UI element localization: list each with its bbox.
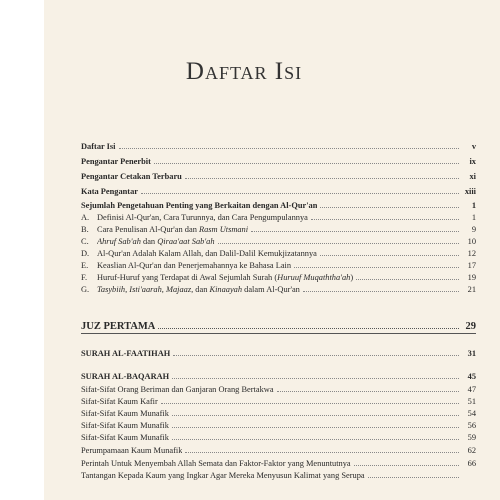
toc-entry-page: 45: [467, 372, 476, 381]
toc-entry[interactable]: [81, 186, 476, 198]
page-title: Daftar Isi: [185, 58, 303, 85]
toc-entry-page: 66: [467, 459, 476, 468]
toc-entry[interactable]: [81, 171, 476, 183]
toc-entry-page: 17: [467, 261, 476, 270]
toc-entry-letter: E.: [81, 261, 89, 270]
toc-entry-page: 9: [471, 225, 476, 234]
toc-entry-title: Tasybiih, Isti'aarah, Majaaz, dan Kinaayah dalam Al-Qur'an: [97, 285, 300, 294]
toc-entry-title: Pengantar Cetakan Terbaru: [81, 172, 182, 181]
toc-entry-title: Pengantar Penerbit: [81, 157, 151, 166]
dot-leader: [368, 477, 459, 478]
toc-entry-page: 54: [467, 409, 476, 418]
toc-entry-letter: C.: [81, 237, 89, 246]
toc-entry[interactable]: [81, 200, 476, 212]
dot-leader: [185, 178, 459, 179]
dot-leader: [320, 255, 459, 256]
toc-entry-page: 31: [467, 349, 476, 358]
toc-entry-letter: D.: [81, 249, 90, 258]
dot-leader: [311, 219, 459, 220]
toc-entry-page: xiii: [464, 187, 476, 196]
dot-leader: [294, 267, 459, 268]
toc-entry[interactable]: [81, 396, 476, 408]
toc-entry-title: Sifat-Sifat Orang Beriman dan Ganjaran Orang Bertakwa: [81, 385, 274, 394]
toc-entry-page: v: [471, 142, 476, 151]
toc-entry-title: Huruf-Huruf yang Terdapat di Awal Sejumlah Surah (Huruuf Muqaththa'ah): [97, 273, 354, 282]
dot-leader: [277, 391, 459, 392]
dot-leader: [172, 415, 459, 416]
toc-entry-page: 12: [467, 249, 476, 258]
toc-entry-page: 59: [467, 433, 476, 442]
toc-entry[interactable]: [81, 371, 476, 383]
toc-entry-title: Definisi Al-Qur'an, Cara Turunnya, dan Cara Pengumpulannya: [97, 213, 308, 222]
dot-leader: [172, 439, 459, 440]
toc-entry-page: 10: [467, 237, 476, 246]
dot-leader: [172, 378, 459, 379]
toc-entry-title: JUZ PERTAMA: [81, 321, 156, 332]
toc-entry-title: Sifat-Sifat Kaum Kafir: [81, 397, 158, 406]
toc-entry[interactable]: [81, 212, 476, 224]
toc-entry-page: 51: [467, 397, 476, 406]
dot-leader: [185, 452, 459, 453]
toc-entry[interactable]: [81, 260, 476, 272]
toc-entry[interactable]: [81, 408, 476, 420]
toc-entry-title: SURAH AL-BAQARAH: [81, 372, 170, 381]
toc-entry[interactable]: [81, 141, 476, 153]
dot-leader: [141, 193, 459, 194]
dot-leader: [158, 328, 459, 329]
dot-leader: [173, 355, 459, 356]
toc-entry-title: Sifat-Sifat Kaum Munafik: [81, 433, 169, 442]
toc-entry-page: 47: [467, 385, 476, 394]
dot-leader: [172, 427, 459, 428]
toc-entry[interactable]: [81, 156, 476, 168]
toc-entry[interactable]: [81, 248, 476, 260]
toc-entry-page: xi: [469, 172, 476, 181]
toc-entry-page: 29: [465, 321, 476, 332]
toc-entry-page: 21: [467, 285, 476, 294]
toc-entry[interactable]: [81, 272, 476, 284]
toc-entry-letter: G.: [81, 285, 90, 294]
dot-leader: [303, 291, 459, 292]
toc-entry-page: ix: [469, 157, 476, 166]
toc-entry-title: Sifat-Sifat Kaum Munafik: [81, 421, 169, 430]
toc-entry[interactable]: [81, 470, 476, 482]
toc-entry[interactable]: [81, 321, 476, 334]
toc-entry-title: Al-Qur'an Adalah Kalam Allah, dan Dalil-Dalil Kemukjizatannya: [97, 249, 317, 258]
toc-entry[interactable]: [81, 384, 476, 396]
toc-entry-title: Cara Penulisan Al-Qur'an dan Rasm Utsmani: [97, 225, 249, 234]
dot-leader: [154, 163, 459, 164]
toc-entry-title: Perumpamaan Kaum Munafik: [81, 446, 183, 455]
toc-entry[interactable]: [81, 284, 476, 296]
toc-entry-title: Daftar Isi: [81, 142, 116, 151]
toc-entry-letter: B.: [81, 225, 89, 234]
dot-leader: [354, 465, 459, 466]
dot-leader: [356, 279, 459, 280]
toc-entry-title: Kata Pengantar: [81, 187, 138, 196]
toc-entry[interactable]: [81, 432, 476, 444]
toc-entry-title: Sejumlah Pengetahuan Penting yang Berkaitan dengan Al-Qur'an: [81, 201, 318, 210]
toc-entry-title: Tantangan Kepada Kaum yang Ingkar Agar Mereka Menyusun Kalimat yang Serupa: [81, 471, 365, 480]
toc-entry-page: 62: [467, 446, 476, 455]
dot-leader: [218, 243, 459, 244]
toc-entry[interactable]: [81, 236, 476, 248]
toc-entry[interactable]: [81, 348, 476, 360]
toc-entry[interactable]: [81, 420, 476, 432]
toc-entry[interactable]: [81, 458, 476, 470]
toc-entry-title: Ahruf Sab'ah dan Qiraa'aat Sab'ah: [97, 237, 215, 246]
toc-entry[interactable]: [81, 445, 476, 457]
toc-entry-title: Sifat-Sifat Kaum Munafik: [81, 409, 169, 418]
dot-leader: [320, 207, 459, 208]
toc-entry-title: Perintah Untuk Menyembah Allah Semata dan Faktor-Faktor yang Menuntutnya: [81, 459, 351, 468]
toc-entry-page: 1: [471, 213, 476, 222]
book-page: [44, 0, 500, 500]
dot-leader: [119, 148, 459, 149]
toc-entry-title: SURAH AL-FAATIHAH: [81, 349, 171, 358]
toc-entry-page: 19: [467, 273, 476, 282]
dot-leader: [161, 403, 459, 404]
toc-entry-letter: A.: [81, 213, 90, 222]
toc-entry-page: 56: [467, 421, 476, 430]
toc-entry-title: Keaslian Al-Qur'an dan Penerjemahannya ke Bahasa Lain: [97, 261, 292, 270]
toc-entry-letter: F.: [81, 273, 88, 282]
toc-entry-page: 1: [471, 201, 476, 210]
toc-entry[interactable]: [81, 224, 476, 236]
dot-leader: [251, 231, 459, 232]
